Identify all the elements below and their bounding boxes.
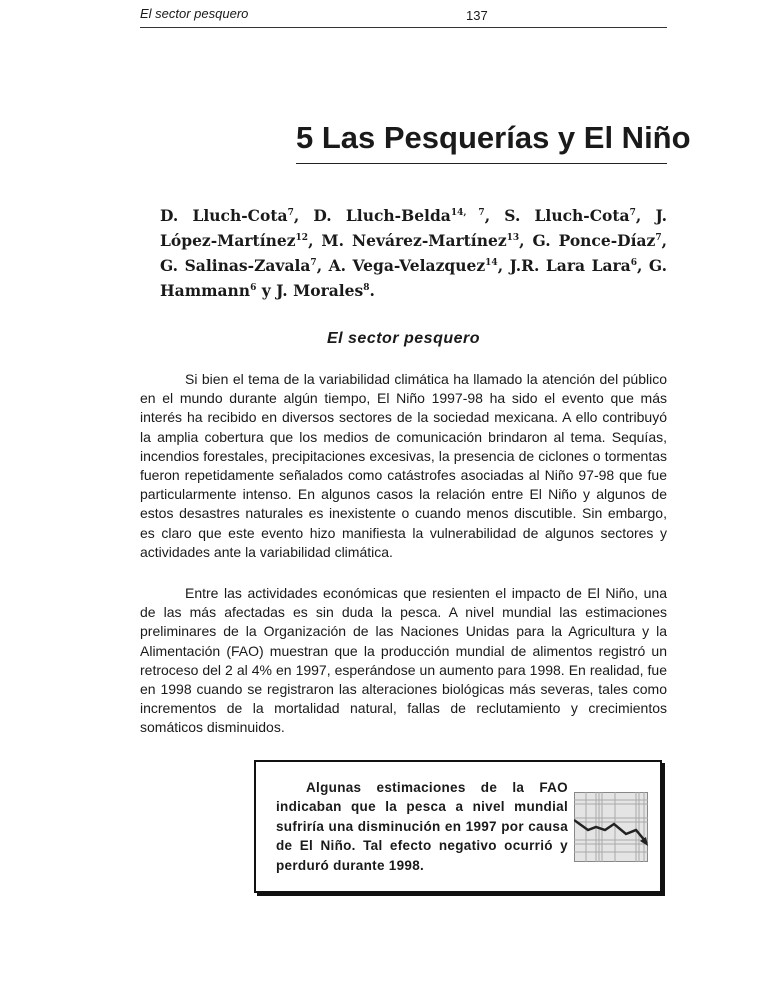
callout-text: Algunas estimaciones de la FAO indicaban que la pesca a nivel mundial sufriría una disminución en 1997 por causa de El Niño. Tal efecto negativo ocurrió y perduró durante 1998. <box>276 779 568 873</box>
author-name: J. López-Martínez <box>160 206 667 250</box>
author-affiliation: 7 <box>310 257 317 268</box>
chapter-title: 5 Las Pesquerías y El Niño <box>296 120 691 155</box>
author-affiliation: 13 <box>506 232 520 243</box>
declining-chart-icon <box>574 792 648 862</box>
author-name: A. Vega-Velazquez <box>328 256 486 275</box>
paragraph-2: Entre las actividades económicas que resienten el impacto de El Niño, una de las más afectadas es sin duda la pesca. A nivel mundial las estimaciones preliminares de la Organización de las Naciones Unidas para la Agricultura y la Alimentación (FAO) muestran que la producción mundial de alimentos registró un retroceso del 2 al 4% en 1997, esperándose un aumento para 1998. En realidad, fue en 1998 cuando se registraron las alteraciones biológicas más severas, tales como incrementos de la mortalidad natural, fallas de reclutamiento y crecimientos somáticos disminuidos. <box>140 585 667 736</box>
author-name: S. Lluch-Cota <box>504 206 630 225</box>
author-affiliation: 7 <box>287 207 294 218</box>
author-affiliation: 7 <box>655 232 662 243</box>
author-affiliation: 8 <box>363 282 370 293</box>
author-name: J.R. Lara Lara <box>509 256 631 275</box>
title-rule <box>296 163 667 164</box>
author-name: D. Lluch-Cota <box>160 206 288 225</box>
body-flow <box>140 330 667 893</box>
author-affiliation: 6 <box>250 282 257 293</box>
running-header-title: El sector pesquero <box>140 6 249 21</box>
section-heading: El sector pesquero <box>326 330 481 347</box>
author-name: G. Salinas-Zavala <box>160 256 311 275</box>
author-affiliation: 7 <box>629 207 636 218</box>
author-affiliation: 14 <box>485 257 498 268</box>
callout-box <box>254 760 662 894</box>
author-name: D. Lluch-Belda <box>313 206 451 225</box>
author-name: G. Hammann <box>160 256 667 300</box>
header-rule <box>140 27 667 28</box>
author-list: D. Lluch-Cota$^7$, D. Lluch-Belda$^{14, 7}$, S. Lluch-Cota$^7$, J. López-Martínez$^{12}$, M. Nevárez-Martínez$^{13}$, G. Ponce-Díaz$^7$, G. Salinas-Zavala$^7$, A. Vega-Velazquez$^{14}$, J.R. Lara Lara$^6$, G. Hammann$^6$ y J. Morales$^8$. <box>160 206 668 300</box>
author-name: G. Ponce-Díaz <box>532 231 656 250</box>
author-name: M. Nevárez-Martínez <box>321 231 507 250</box>
author-affiliation: 14, 7 <box>450 207 485 218</box>
author-affiliation: 12 <box>295 232 309 243</box>
page-number: 137 <box>466 8 488 23</box>
paragraph-1: Si bien el tema de la variabilidad climática ha llamado la atención del público en el mundo durante algún tiempo, El Niño 1997-98 ha sido el evento que más interés ha recibido en diversos sectores de la sociedad mexicana. A ello contribuyó la amplia cobertura que los medios de comunicación brindaron al tema. Sequías, incendios forestales, precipitaciones excesivas, la presencia de ciclones o tormentas fueron repetidamente señalados como catástrofes asociadas al Niño 97-98 que fue particularmente intenso. En algunos casos la relación entre El Niño y algunos de estos desastres naturales es inexistente o cuando menos discutible. Sin embargo, es claro que este evento hizo manifiesta la vulnerabilidad de algunos sectores y actividades ante la variabilidad climática. <box>140 371 667 560</box>
author-affiliation: 6 <box>630 257 637 268</box>
author-name: J. Morales <box>276 281 364 300</box>
